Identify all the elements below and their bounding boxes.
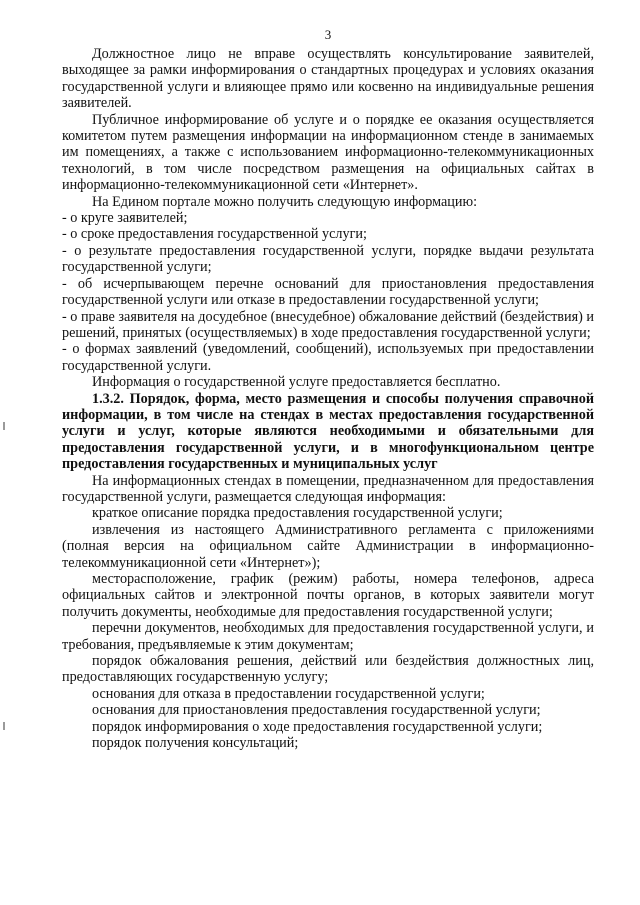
paragraph: - о сроке предоставления государственной услуги; xyxy=(62,226,367,243)
document-page xyxy=(62,28,594,751)
page-number: 3 xyxy=(324,27,332,42)
paragraph: порядок обжалования решения, действий или бездействия должностных лиц, предоставляющих государственную услугу; xyxy=(62,653,594,686)
paragraph: краткое описание порядка предоставления государственной услуги; xyxy=(92,505,503,522)
paragraph: На Едином портале можно получить следующую информацию: xyxy=(92,193,478,210)
paragraph: - о формах заявлений (уведомлений, сообщений), используемых при предоставлении государственной услуги. xyxy=(62,341,594,374)
paragraph: Публичное информирование об услуге и о порядке ее оказания осуществляется комитетом путем размещения информации на информационном стенде в занимаемых им помещениях, а также с использованием информационно-телекоммуникационных технологий, в том числе посредством размещения на официальных сайтах в информационно-телекоммуникационной сети «Интернет». xyxy=(62,111,594,194)
paragraph: - о круге заявителей; xyxy=(62,210,188,227)
paragraph: Информация о государственной услуге предоставляется бесплатно. xyxy=(92,374,501,391)
paragraph: основания для отказа в предоставлении государственной услуги; xyxy=(92,685,485,702)
paragraph: порядок информирования о ходе предоставления государственной услуги; xyxy=(92,718,543,735)
paragraph: перечни документов, необходимых для предоставления государственной услуги, и требования, предъявляемые к этим документам; xyxy=(62,620,594,653)
scan-margin-mark xyxy=(3,722,5,730)
paragraph: основания для приостановления предоставления государственной услуги; xyxy=(92,702,541,719)
paragraph: 1.3.2. Порядок, форма, место размещения и способы получения справочной информации, в том числе на стендах в местах предоставления государственной услуги и услуг, которые являются необходимыми и обязательными для предоставления государственной услуги, и в многофункциональном центре предоставления государственных и муниципальных услуг xyxy=(62,390,594,473)
paragraph: - об исчерпывающем перечне оснований для приостановления предоставления государственной услуги или отказе в предоставлении государственной услуги; xyxy=(62,275,594,309)
paragraph: Должностное лицо не вправе осуществлять консультирование заявителей, выходящее за рамки информирования о стандартных процедурах и условиях оказания государственной услуги и влияющее прямо или косвенно на индивидуальные решения заявителей. xyxy=(62,46,594,112)
paragraph: - о праве заявителя на досудебное (внесудебное) обжалование действий (бездействия) и решений, принятых (осуществляемых) в ходе предоставления государственной услуги; xyxy=(62,308,594,341)
scan-margin-mark xyxy=(3,422,5,430)
paragraph: извлечения из настоящего Административного регламента с приложениями (полная версия на официальном сайте Администрации в информационно-телекоммуникационной сети «Интернет»); xyxy=(62,521,594,571)
document-body xyxy=(62,46,594,751)
paragraph: - о результате предоставления государственной услуги, порядке выдачи результата государственной услуги; xyxy=(62,242,594,276)
paragraph: порядок получения консультаций; xyxy=(92,735,299,752)
paragraph: На информационных стендах в помещении, предназначенном для предоставления государственной услуги, размещается следующая информация: xyxy=(62,472,594,505)
paragraph: месторасположение, график (режим) работы, номера телефонов, адреса официальных сайтов и электронной почты органов, в которых заявители могут получить документы, необходимые для предоставления государственной услуги; xyxy=(62,571,594,620)
